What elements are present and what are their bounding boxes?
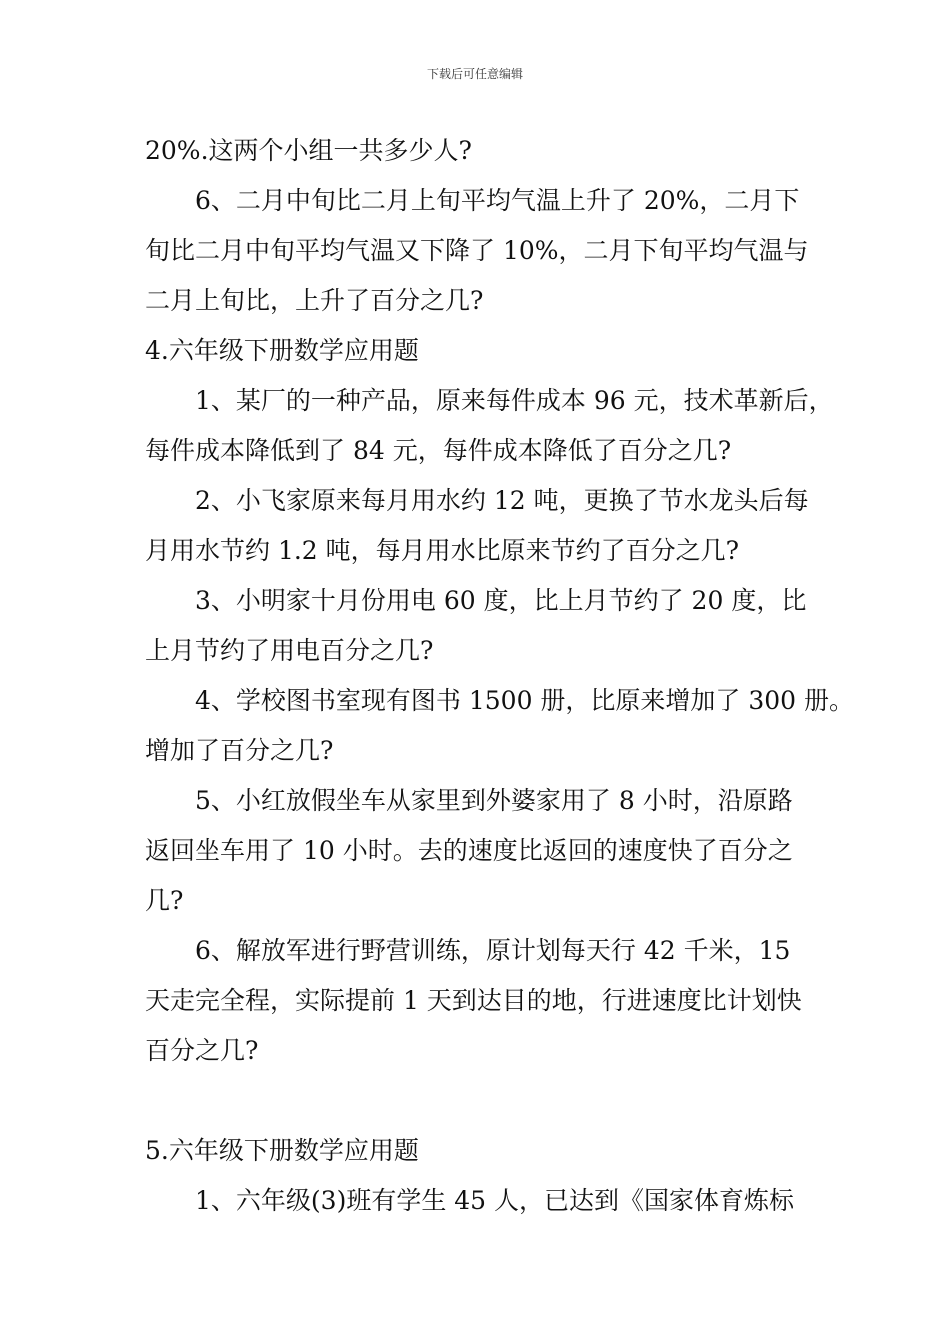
text-line: 几? (145, 886, 184, 915)
text-line: 天走完全程，实际提前 1 天到达目的地，行进速度比计划快 (145, 986, 802, 1015)
problem-line: 4、学校图书室现有图书 1500 册，比原来增加了 300 册。 (195, 686, 855, 715)
problem-line: 1、六年级(3)班有学生 45 人，已达到《国家体育炼标 (195, 1186, 795, 1215)
text-line: 上月节约了用电百分之几? (145, 636, 434, 665)
text-line: 每件成本降低到了 84 元，每件成本降低了百分之几? (145, 436, 732, 465)
text-line: 旬比二月中旬平均气温又下降了 10%，二月下旬平均气温与 (145, 236, 809, 265)
problem-line: 5、小红放假坐车从家里到外婆家用了 8 小时，沿原路 (195, 786, 793, 815)
text-line: 百分之几? (145, 1036, 259, 1065)
problem-line: 1、某厂的一种产品，原来每件成本 96 元，技术革新后， (195, 386, 834, 415)
text-line: 月用水节约 1.2 吨，每月用水比原来节约了百分之几? (145, 536, 740, 565)
text-line: 二月上旬比，上升了百分之几? (145, 286, 484, 315)
blank-line (145, 1076, 825, 1126)
text-line: 增加了百分之几? (145, 736, 334, 765)
problem-line: 6、解放军进行野营训练，原计划每天行 42 千米，15 (195, 936, 791, 965)
document-body (145, 126, 855, 1226)
problem-line: 2、小飞家原来每月用水约 12 吨，更换了节水龙头后每 (195, 486, 809, 515)
problem-line: 3、小明家十月份用电 60 度，比上月节约了 20 度，比 (195, 586, 807, 615)
section-heading: 4.六年级下册数学应用题 (145, 336, 419, 365)
page-header: 下载后可任意编辑 (426, 67, 523, 81)
text-line: 返回坐车用了 10 小时。去的速度比返回的速度快了百分之 (145, 836, 793, 865)
section-heading: 5.六年级下册数学应用题 (145, 1136, 419, 1165)
text-line: 20%.这两个小组一共多少人? (145, 136, 472, 165)
problem-line: 6、二月中旬比二月上旬平均气温上升了 20%，二月下 (195, 186, 800, 215)
